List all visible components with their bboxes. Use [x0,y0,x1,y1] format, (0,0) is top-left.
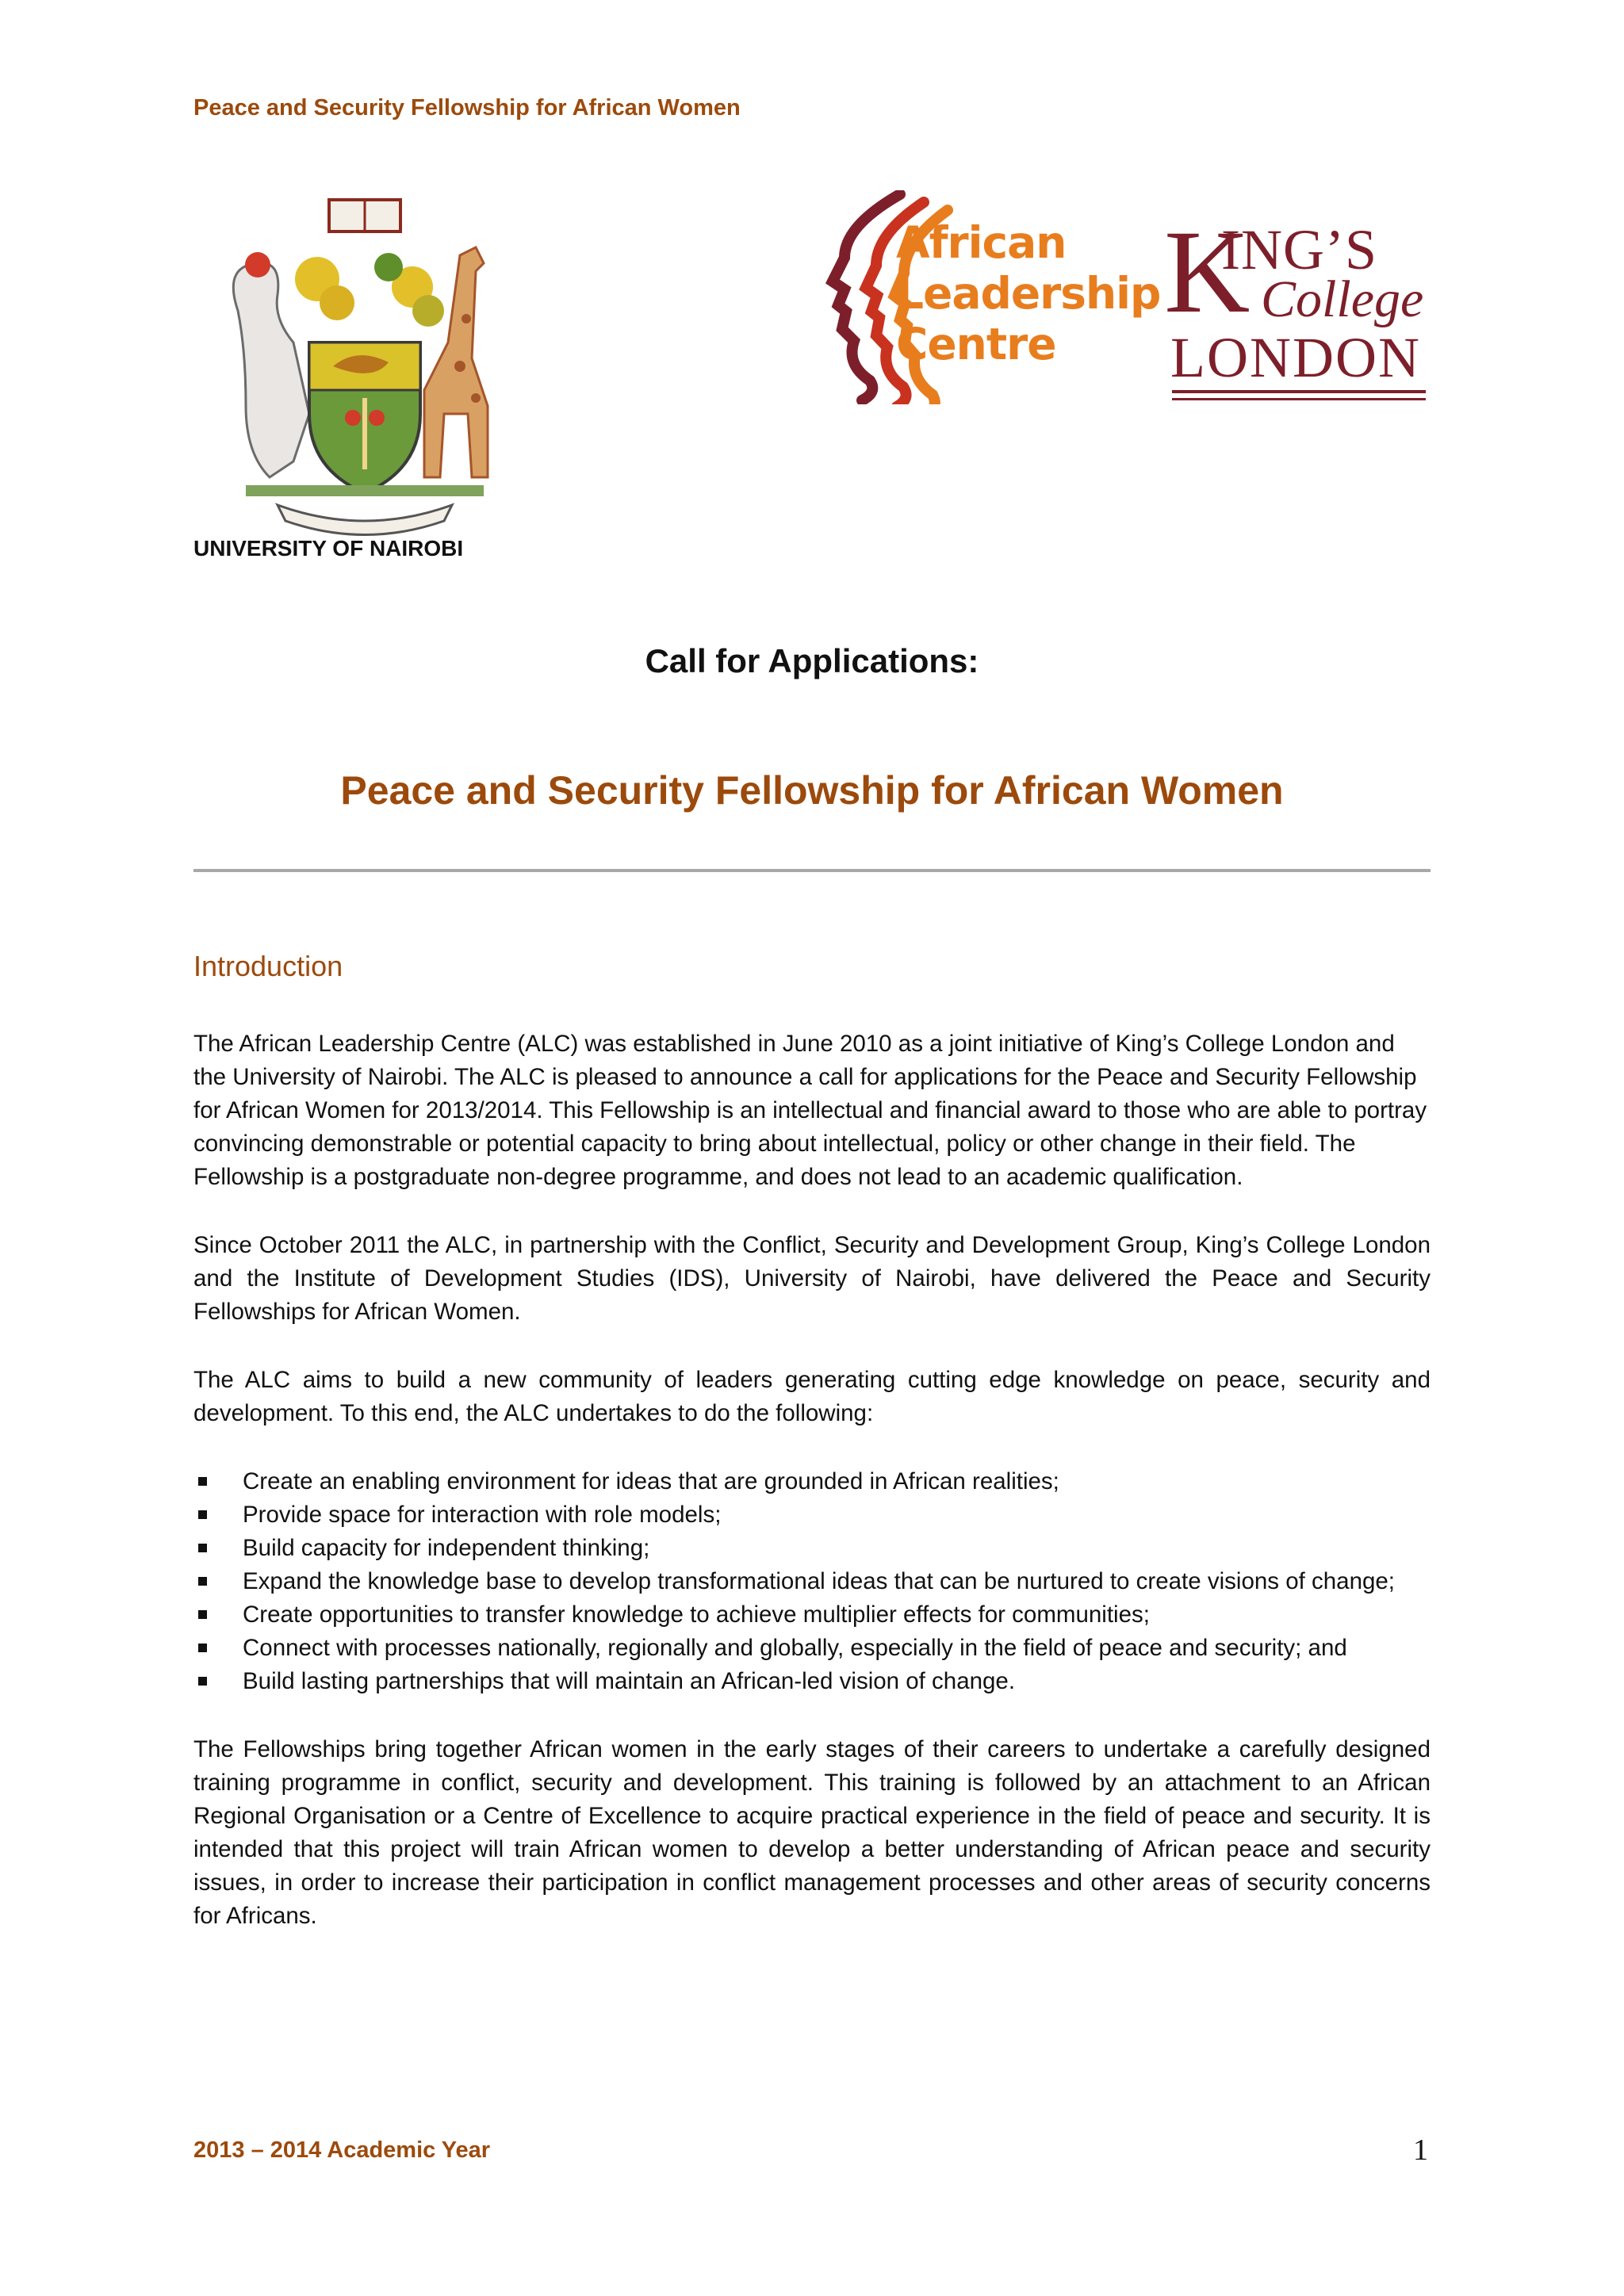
logo-row [0,182,1624,579]
kcl-letter-k: K [1164,206,1251,338]
introduction-heading: Introduction [193,950,343,982]
intro-paragraph-3: The ALC aims to build a new community of leaders generating cutting edge knowledge on peace, security and development. To this end, the ALC undertakes to do the following: [193,1367,1431,1426]
alc-line-centre: Centre [896,319,1056,369]
intro-paragraph-4: The Fellowships bring together African women in the early stages of their careers to undertake a carefully designed training programme in conflict, security and development. This training is followed by an attachment to an African Regional Organisation or a Centre of Excellence to acquire practical experience in the field of peace and security. It is intended that this project will train African women to develop a better understanding of African peace and security issues, in order to increase their participation in conflict management processes and other areas of security concerns for Africans. [193,1736,1431,1929]
intro-paragraph-2: Since October 2011 the ALC, in partnership with the Conflict, Security and Development Group, King’s College London and the Institute of Development Studies (IDS), University of Nairobi, have delivered the Peace and Security Fellowships for African Women. [193,1232,1431,1325]
list-item: Build capacity for independent thinking; [193,1532,1431,1565]
alc-line-leadership: Leadership [896,268,1161,319]
alc-line-african: African [896,217,1067,268]
university-caption: UNIVERSITY OF NAIROBI [193,536,464,561]
kcl-underline-thin [1172,398,1426,400]
university-of-nairobi-crest-icon [190,192,539,541]
alc-logo-wordmark [896,217,1160,369]
running-header: Peace and Security Fellowship for African Women [193,95,741,121]
introduction-body [193,1027,1431,1968]
page-title: Peace and Security Fellowship for African Women [340,768,1284,813]
list-item: Create opportunities to transfer knowledge to achieve multiplier effects for communities; [193,1598,1431,1632]
list-item: Expand the knowledge base to develop transformational ideas that can be nurtured to create visions of change; [193,1565,1431,1598]
kcl-london: LONDON [1170,326,1421,389]
objectives-list [193,1465,1431,1698]
kcl-underline [1172,390,1426,393]
page-number: 1 [1413,2133,1428,2167]
list-item: Build lasting partnerships that will maintain an African-led vision of change. [193,1665,1431,1698]
footer-academic-year: 2013 – 2014 Academic Year [193,2137,491,2163]
kcl-college: College [1261,270,1424,328]
kcl-ings: ING’S [1221,218,1377,281]
call-for-applications-heading: Call for Applications: [645,642,979,679]
intro-paragraph-1: The African Leadership Centre (ALC) was established in June 2010 as a joint initiative of King’s College London and the University of Nairobi. The ALC is pleased to announce a call for applications for the Peace and Security Fellowship for African Women for 2013/2014. This Fellowship is an intellectual and financial award to those who are able to portray convincing demonstrable or potential capacity to bring about intellectual, policy or other change in their field. The Fellowship is a postgraduate non-degree programme, and does not lead to an academic qualification. [193,1031,1427,1190]
list-item: Provide space for interaction with role models; [193,1498,1431,1532]
title-divider [193,869,1431,872]
list-item: Connect with processes nationally, regionally and globally, especially in the field of peace and security; and [193,1632,1431,1665]
list-item: Create an enabling environment for ideas that are grounded in African realities; [193,1465,1431,1498]
